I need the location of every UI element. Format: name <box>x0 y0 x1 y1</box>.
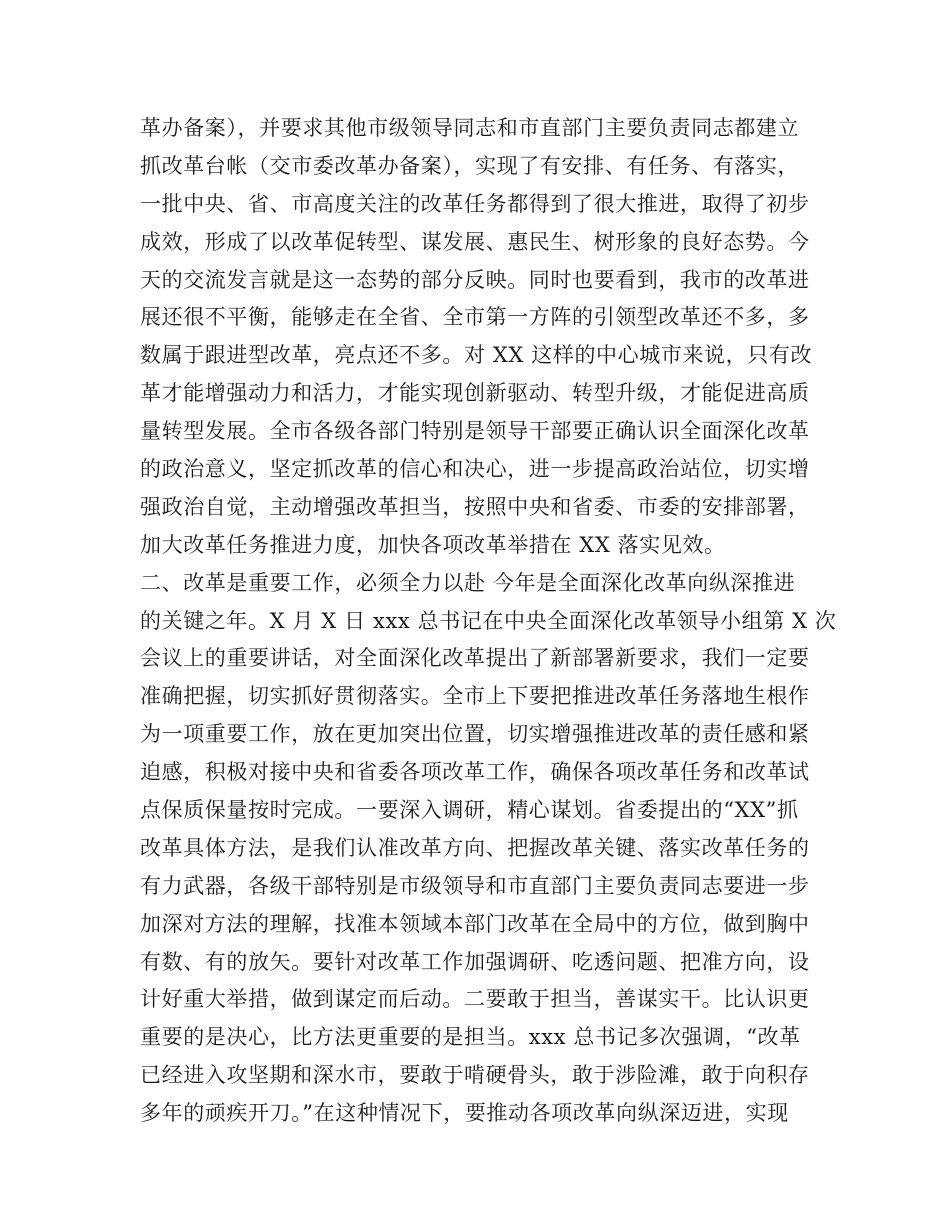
text-line: 天的交流发言就是这一态势的部分反映。同时也要看到，我市的改革进 <box>140 267 810 292</box>
text-line: 一批中央、省、市高度关注的改革任务都得到了很大推进，取得了初步 <box>140 191 810 216</box>
section-heading-line: 二、改革是重要工作，必须全力以赴 今年是全面深化改革向纵深推进 <box>140 570 796 595</box>
text-line: 点保质保量按时完成。一要深入调研，精心谋划。省委提出的“XX”抓 <box>140 798 799 823</box>
text-line: 准确把握，切实抓好贯彻落实。全市上下要把推进改革任务落地生根作 <box>140 684 810 709</box>
text-line: 有力武器，各级干部特别是市级领导和市直部门主要负责同志要进一步 <box>140 873 810 898</box>
text-line: 多年的顽疾开刀。”在这种情况下，要推动各项改革向纵深迈进，实现 <box>140 1101 789 1126</box>
text-line: 的关键之年。X 月 X 日 xxx 总书记在中央全面深化改革领导小组第 X 次 <box>140 608 837 633</box>
text-line: 成效，形成了以改革促转型、谋发展、惠民生、树形象的良好态势。今 <box>140 229 810 254</box>
text-line: 革才能增强动力和活力，才能实现创新驱动、转型升级，才能促进高质 <box>140 381 810 406</box>
text-line: 强政治自觉，主动增强改革担当，按照中央和省委、市委的安排部署， <box>140 494 810 519</box>
text-line: 改革具体方法，是我们认准改革方向、把握改革关键、落实改革任务的 <box>140 835 810 860</box>
text-line: 的政治意义，坚定抓改革的信心和决心，进一步提高政治站位，切实增 <box>140 457 810 482</box>
text-line: 有数、有的放矢。要针对改革工作加强调研、吃透问题、把准方向，设 <box>140 949 810 974</box>
text-line: 数属于跟进型改革，亮点还不多。对 XX 这样的中心城市来说，只有改 <box>140 343 813 368</box>
text-line: 为一项重要工作，放在更加突出位置，切实增强推进改革的责任感和紧 <box>140 722 810 747</box>
text-line: 已经进入攻坚期和深水市，要敢于啃硬骨头，敢于涉险滩，敢于向积存 <box>140 1063 810 1088</box>
text-line: 加深对方法的理解，找准本领域本部门改革在全局中的方位，做到胸中 <box>140 911 810 936</box>
text-line: 量转型发展。全市各级各部门特别是领导干部要正确认识全面深化改革 <box>140 419 810 444</box>
text-line: 重要的是决心，比方法更重要的是担当。xxx 总书记多次强调，“改革 <box>140 1025 801 1050</box>
text-line: 计好重大举措，做到谋定而后动。二要敢于担当，善谋实干。比认识更 <box>140 987 810 1012</box>
text-line: 迫感，积极对接中央和省委各项改革工作，确保各项改革任务和改革试 <box>140 760 810 785</box>
text-line: 展还很不平衡，能够走在全省、全市第一方阵的引领型改革还不多，多 <box>140 305 810 330</box>
text-line: 革办备案），并要求其他市级领导同志和市直部门主要负责同志都建立 <box>140 116 800 140</box>
text-line: 抓改革台帐（交市委改革办备案），实现了有安排、有任务、有落实， <box>140 153 800 178</box>
body-text <box>140 110 837 1133</box>
text-line: 会议上的重要讲话，对全面深化改革提出了新部署新要求，我们一定要 <box>140 646 810 671</box>
text-line: 加大改革任务推进力度，加快各项改革举措在 XX 落实见效。 <box>140 532 726 557</box>
